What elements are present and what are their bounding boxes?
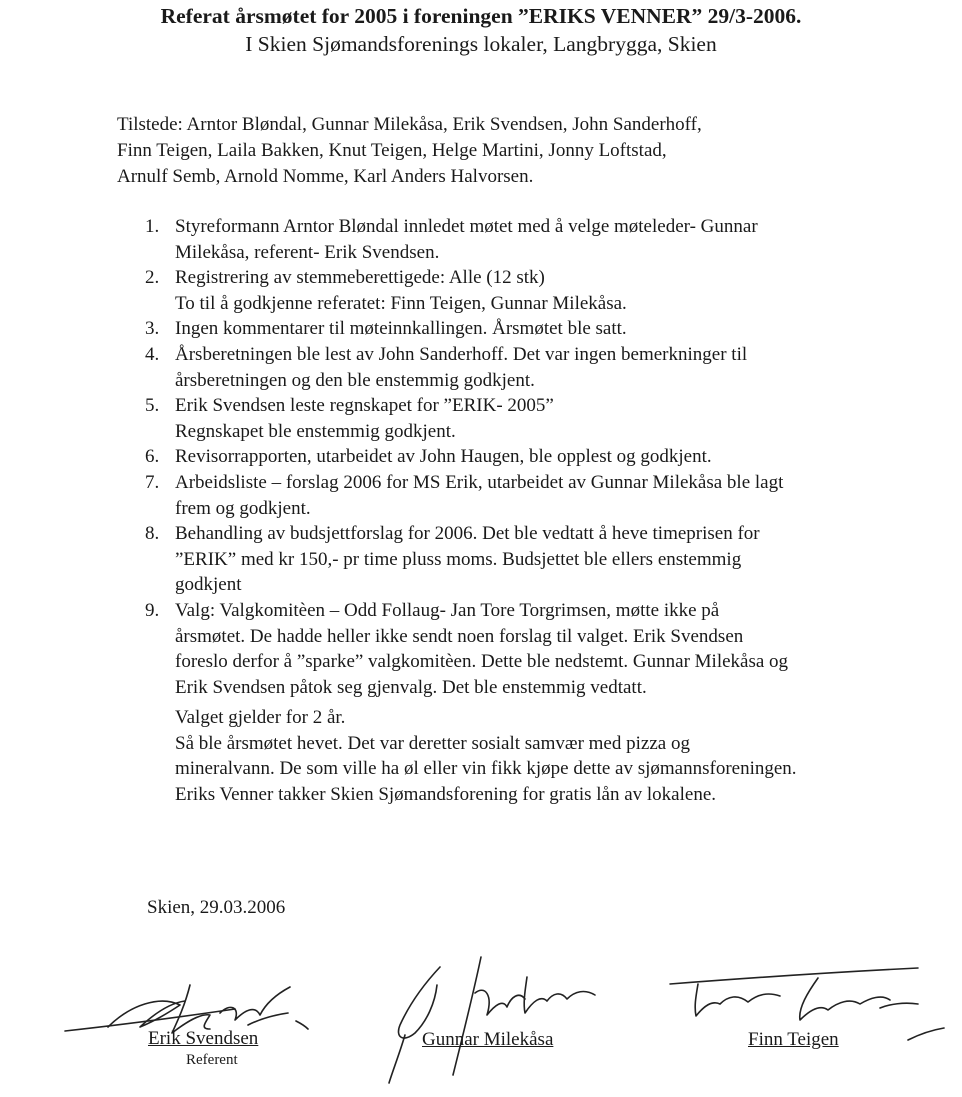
agenda-item-1 [145, 214, 935, 265]
agenda-item-3 [145, 316, 935, 342]
signer-name: Finn Teigen [748, 1029, 839, 1050]
signature-block-teigen [668, 958, 953, 1068]
agenda-number: 2. [145, 267, 160, 289]
agenda-item-8 [145, 521, 935, 598]
closing-line: Valget gjelder for 2 år. [175, 707, 346, 728]
signer-name: Gunnar Milekåsa [422, 1029, 554, 1050]
agenda-text-line: Revisorrapporten, utarbeidet av John Haugen, ble opplest og godkjent. [175, 446, 712, 468]
signature-block-referent [60, 965, 320, 1075]
handwritten-signature-finn [668, 958, 953, 1068]
attendees-paragraph [117, 112, 897, 190]
agenda-number: 7. [145, 471, 160, 493]
signer-name: Erik Svendsen [148, 1028, 259, 1049]
agenda-item-5 [145, 393, 935, 444]
agenda-text-line: årsberetningen og den ble enstemmig godkjent. [175, 369, 535, 391]
agenda-text-line: Styreformann Arntor Bløndal innledet møtet med å velge møteleder- Gunnar [175, 216, 758, 237]
agenda-text-line: årsmøtet. De hadde heller ikke sendt noen forslag til valget. Erik Svendsen [175, 625, 744, 647]
closing-line: mineralvann. De som ville ha øl eller vin fikk kjøpe dette av sjømannsforeningen. [175, 758, 797, 780]
closing-paragraph [175, 705, 935, 807]
document-title: Referat årsmøtet for 2005 i foreningen ”ERIKS VENNER” 29/3-2006. [160, 4, 802, 28]
attendees-line: Tilstede: Arntor Bløndal, Gunnar Milekåsa, Erik Svendsen, John Sanderhoff, [117, 114, 702, 135]
agenda-number: 3. [145, 318, 160, 340]
agenda-number: 5. [145, 395, 160, 417]
attendees-line: Finn Teigen, Laila Bakken, Knut Teigen, Helge Martini, Jonny Loftstad, [117, 140, 667, 161]
place-and-date: Skien, 29.03.2006 [147, 897, 286, 918]
agenda-text-line: Erik Svendsen leste regnskapet for ”ERIK- 2005” [175, 395, 554, 417]
agenda-text-line: Behandling av budsjettforslag for 2006. Det ble vedtatt å heve timeprisen for [175, 523, 760, 545]
agenda-text-line: To til å godkjenne referatet: Finn Teigen, Gunnar Milekåsa. [175, 292, 627, 314]
agenda-number: 9. [145, 599, 160, 621]
agenda-text-line: Erik Svendsen påtok seg gjenvalg. Det ble enstemmig vedtatt. [175, 676, 647, 698]
signature-block-milekasa [385, 955, 625, 1090]
agenda-number: 8. [145, 523, 160, 545]
agenda-number: 6. [145, 446, 160, 468]
agenda-text-line: Milekåsa, referent- Erik Svendsen. [175, 241, 440, 263]
agenda-item-7 [145, 470, 935, 521]
closing-line: Eriks Venner takker Skien Sjømandsforening for gratis lån av lokalene. [175, 783, 717, 805]
agenda-item-2 [145, 265, 935, 316]
agenda-item-4 [145, 342, 935, 393]
closing-line: Så ble årsmøtet hevet. Det var deretter sosialt samvær med pizza og [175, 732, 690, 754]
agenda-text-line: Ingen kommentarer til møteinnkallingen. Årsmøtet ble satt. [175, 318, 627, 340]
agenda-text-line: Regnskapet ble enstemmig godkjent. [175, 420, 456, 442]
agenda-item-6 [145, 444, 935, 470]
document-subtitle: I Skien Sjømandsforenings lokaler, Langbrygga, Skien [245, 32, 717, 56]
signer-role: Referent [186, 1052, 238, 1068]
agenda-text-line: Årsberetningen ble lest av John Sanderhoff. Det var ingen bemerkninger til [175, 343, 748, 365]
agenda-text-line: frem og godkjent. [175, 497, 311, 519]
agenda-item-9 [145, 598, 935, 700]
handwritten-signature-gunnar [385, 955, 625, 1090]
agenda-list [145, 214, 935, 700]
agenda-number: 1. [145, 216, 160, 237]
agenda-text-line: godkjent [175, 574, 242, 596]
agenda-text-line: Registrering av stemmeberettigede: Alle (12 stk) [175, 267, 545, 289]
agenda-text-line: foreslo derfor å ”sparke” valgkomitèen. Dette ble nedstemt. Gunnar Milekåsa og [175, 651, 789, 673]
attendees-line: Arnulf Semb, Arnold Nomme, Karl Anders Halvorsen. [117, 166, 534, 187]
agenda-text-line: Valg: Valgkomitèen – Odd Follaug- Jan Tore Torgrimsen, møtte ikke på [175, 599, 720, 621]
agenda-text-line: Arbeidsliste – forslag 2006 for MS Erik, utarbeidet av Gunnar Milekåsa ble lagt [175, 471, 784, 493]
agenda-number: 4. [145, 343, 160, 365]
agenda-text-line: ”ERIK” med kr 150,- pr time pluss moms. Budsjettet ble ellers enstemmig [175, 548, 742, 570]
